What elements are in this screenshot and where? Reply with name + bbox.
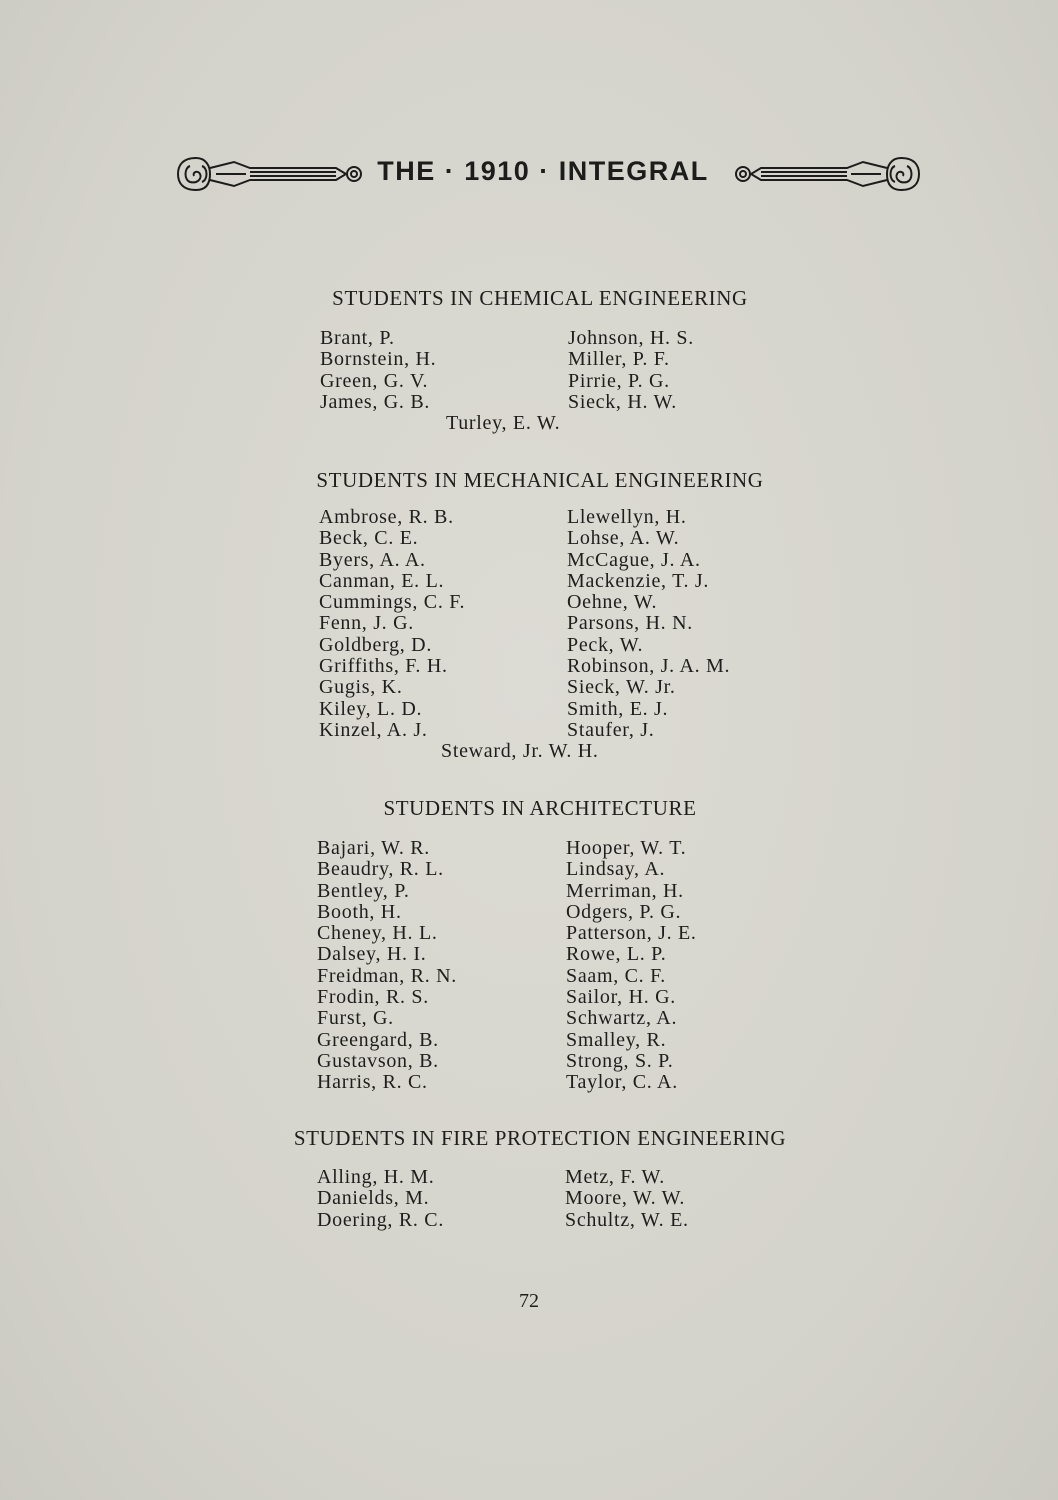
list-item: Mackenzie, T. J. (567, 569, 710, 592)
mechanical-right-column (567, 507, 730, 741)
list-item: Greengard, B. (317, 1028, 439, 1051)
architecture-left-column (317, 838, 457, 1094)
chemical-left-column (320, 328, 436, 413)
list-item: Griffiths, F. H. (319, 655, 448, 678)
list-item: Lindsay, A. (566, 858, 666, 881)
list-item: Kinzel, A. J. (319, 718, 428, 741)
list-item: James, G. B. (320, 390, 431, 413)
list-item: Oehne, W. (567, 591, 658, 614)
header-title: THE · 1910 · INTEGRAL (377, 156, 709, 186)
list-item: Sieck, H. W. (568, 390, 677, 413)
list-item: Alling, H. M. (317, 1166, 435, 1188)
list-item: Smith, E. J. (567, 697, 669, 720)
left-ornament (176, 154, 366, 194)
list-item: Miller, P. F. (568, 348, 670, 371)
list-item: Saam, C. F. (566, 964, 666, 987)
list-item: Furst, G. (317, 1007, 394, 1030)
running-header (176, 148, 921, 198)
section-heading-chemical: STUDENTS IN CHEMICAL ENGINEERING (332, 286, 748, 310)
chemical-right-column (568, 328, 694, 413)
mechanical-center-name: Steward, Jr. W. H. (441, 740, 599, 762)
list-item: Freidman, R. N. (317, 964, 457, 987)
list-item: Strong, S. P. (566, 1049, 674, 1072)
list-item: Beck, C. E. (319, 527, 419, 550)
right-ornament (731, 154, 921, 194)
list-item: Lohse, A. W. (567, 527, 680, 550)
list-item: Taylor, C. A. (566, 1071, 678, 1094)
list-item: Danields, M. (317, 1187, 430, 1210)
list-item: Johnson, H. S. (568, 327, 694, 349)
list-item: Patterson, J. E. (566, 922, 697, 945)
list-item: Gugis, K. (319, 676, 403, 699)
list-item: Schwartz, A. (566, 1007, 678, 1030)
list-item: Moore, W. W. (565, 1187, 686, 1210)
list-item: Peck, W. (567, 633, 644, 656)
list-item: Schultz, W. E. (565, 1208, 689, 1231)
list-item: Kiley, L. D. (319, 697, 423, 720)
list-item: Parsons, H. N. (567, 612, 693, 635)
list-item: Odgers, P. G. (566, 900, 682, 923)
section-heading-architecture: STUDENTS IN ARCHITECTURE (383, 796, 697, 820)
list-item: Hooper, W. T. (566, 837, 687, 859)
list-item: Sieck, W. Jr. (567, 676, 676, 699)
list-item: Byers, A. A. (319, 548, 426, 571)
chemical-center-name: Turley, E. W. (446, 412, 561, 434)
list-item: Green, G. V. (320, 369, 429, 392)
list-item: Metz, F. W. (565, 1166, 665, 1188)
list-item: Rowe, L. P. (566, 943, 667, 966)
list-item: Cheney, H. L. (317, 922, 438, 945)
section-heading-fire-protection: STUDENTS IN FIRE PROTECTION ENGINEERING (293, 1126, 787, 1150)
list-item: Brant, P. (320, 327, 395, 349)
list-item: Dalsey, H. I. (317, 943, 427, 966)
list-item: Bornstein, H. (320, 348, 437, 371)
list-item: Llewellyn, H. (567, 506, 687, 528)
list-item: Gustavson, B. (317, 1049, 439, 1072)
list-item: Bentley, P. (317, 879, 410, 902)
fire-protection-left-column (317, 1167, 444, 1231)
list-item: Canman, E. L. (319, 569, 445, 592)
list-item: Smalley, R. (566, 1028, 667, 1051)
list-item: Sailor, H. G. (566, 986, 676, 1009)
list-item: Cummings, C. F. (319, 591, 466, 614)
list-item: Ambrose, R. B. (319, 506, 454, 528)
list-item: McCague, J. A. (567, 548, 701, 571)
page-number: 72 (519, 1290, 539, 1312)
list-item: Harris, R. C. (317, 1071, 428, 1094)
list-item: Beaudry, R. L. (317, 858, 444, 881)
list-item: Doering, R. C. (317, 1208, 445, 1231)
architecture-right-column (566, 838, 697, 1094)
mechanical-left-column (319, 507, 465, 741)
list-item: Bajari, W. R. (317, 837, 430, 859)
list-item: Merriman, H. (566, 879, 684, 902)
list-item: Pirrie, P. G. (568, 369, 670, 392)
section-heading-mechanical: STUDENTS IN MECHANICAL ENGINEERING (316, 468, 764, 492)
list-item: Goldberg, D. (319, 633, 433, 656)
list-item: Frodin, R. S. (317, 986, 429, 1009)
list-item: Robinson, J. A. M. (567, 655, 731, 678)
list-item: Fenn, J. G. (319, 612, 414, 635)
list-item: Staufer, J. (567, 718, 655, 741)
list-item: Booth, H. (317, 900, 402, 923)
fire-protection-right-column (565, 1167, 689, 1231)
